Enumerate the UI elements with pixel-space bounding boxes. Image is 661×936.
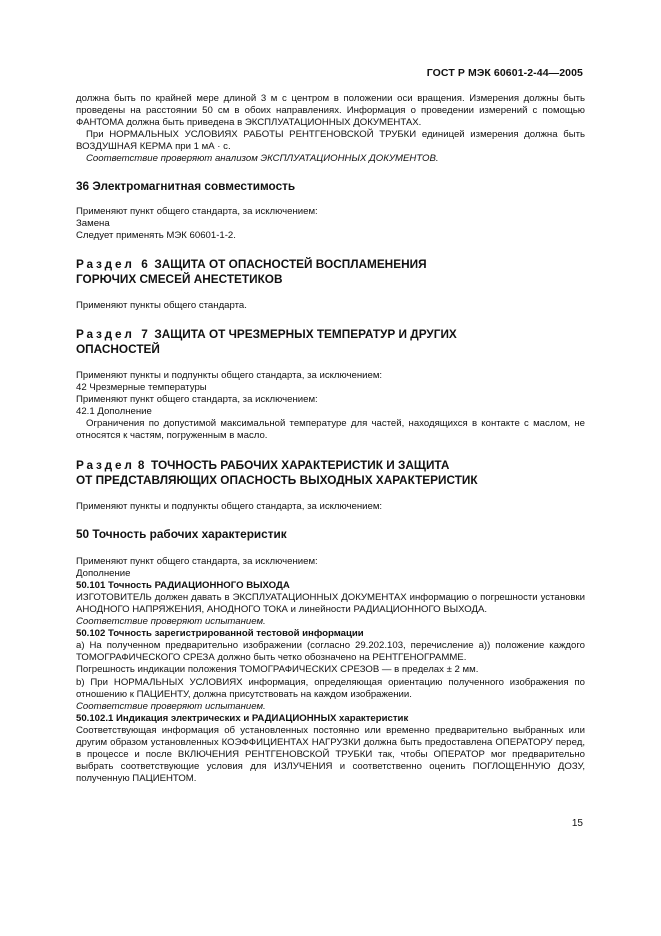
section-label: Раздел bbox=[76, 326, 135, 341]
section-title: ТОЧНОСТЬ РАБОЧИХ ХАРАКТЕРИСТИК И ЗАЩИТА bbox=[151, 457, 450, 472]
section-title-continued: ГОРЮЧИХ СМЕСЕЙ АНЕСТЕТИКОВ bbox=[76, 271, 283, 286]
compliance-note: Соответствие проверяют анализом ЭКСПЛУАТАЦИОННЫХ ДОКУМЕНТОВ. bbox=[86, 153, 439, 165]
paragraph: Применяют пункт общего стандарта, за исключением: bbox=[76, 394, 318, 406]
paragraph: Применяют пункт общего стандарта, за исключением: bbox=[76, 555, 318, 567]
section-title: ЗАЩИТА ОТ ЧРЕЗМЕРНЫХ ТЕМПЕРАТУР И ДРУГИХ bbox=[154, 326, 457, 341]
page-content bbox=[76, 93, 585, 785]
clause-heading-50: 50 Точность рабочих характеристик bbox=[76, 526, 287, 541]
section-heading-7 bbox=[76, 327, 585, 357]
page-number: 15 bbox=[571, 818, 583, 829]
paragraph: Следует применять МЭК 60601-1-2. bbox=[76, 229, 236, 241]
section-heading-6 bbox=[76, 257, 585, 287]
section-label: Раздел bbox=[76, 256, 135, 271]
paragraph: b) При НОРМАЛЬНЫХ УСЛОВИЯХ информация, определяющая ориентацию полученного изображения по отношению к ПАЦИЕНТУ, должна присутствовать на каждом изображении. bbox=[76, 676, 585, 700]
doc-code-header: ГОСТ Р МЭК 60601-2-44—2005 bbox=[426, 67, 583, 79]
paragraph: 42.1 Дополнение bbox=[76, 406, 152, 418]
clause-heading-36: 36 Электромагнитная совместимость bbox=[76, 178, 296, 193]
paragraph: Ограничения по допустимой максимальной температуре для частей, находящихся в контакте с маслом, не относятся к частям, погруженным в масло. bbox=[76, 418, 585, 442]
paragraph: Соответствующая информация об установленных постоянно или временно предварительно выбранных или другим образом установленных КОЭФФИЦИЕНТАХ НАГРУЗКИ должна быть предоставлена ОПЕРАТОРУ перед, в процессе и после ВКЛЮЧЕНИЯ РЕНТГЕНОВСКОЙ ТРУБКИ так, чтобы ОПЕРАТОР мог предварительно выбрать соответствующие условия для ИЗЛУЧЕНИЯ и соответственно оценить ПОГЛОЩЕННУЮ ДОЗУ, полученную ПАЦИЕНТОМ. bbox=[76, 724, 585, 785]
paragraph: ИЗГОТОВИТЕЛЬ должен давать в ЭКСПЛУАТАЦИОННЫХ ДОКУМЕНТАХ информацию о погрешности установки АНОДНОГО НАПРЯЖЕНИЯ, АНОДНОГО ТОКА и линейности РАДИАЦИОННОГО ВЫХОДА. bbox=[76, 591, 585, 615]
section-number: 6 bbox=[141, 256, 148, 271]
section-number: 8 bbox=[137, 457, 145, 472]
section-heading-8 bbox=[76, 458, 585, 488]
paragraph: Погрешность индикации положения ТОМОГРАФИЧЕСКИХ СРЕЗОВ — в пределах ± 2 мм. bbox=[76, 664, 479, 676]
compliance-note: Соответствие проверяют испытанием. bbox=[76, 616, 266, 628]
paragraph: 42 Чрезмерные температуры bbox=[76, 382, 207, 394]
paragraph: должна быть по крайней мере длиной 3 м с центром в положении оси вращения. Измерения должны быть проведены на расстоянии 50 см в обоих направлениях. Информация о проведении измерений с помощью ФАНТОМА должна быть приведена в ЭКСПЛУАТАЦИОННЫХ ДОКУМЕНТАХ. bbox=[76, 93, 585, 129]
paragraph: Применяют пункты и подпункты общего стандарта, за исключением: bbox=[76, 500, 383, 512]
section-title: ЗАЩИТА ОТ ОПАСНОСТЕЙ ВОСПЛАМЕНЕНИЯ bbox=[154, 256, 427, 271]
paragraph: Применяют пункты общего стандарта. bbox=[76, 299, 247, 311]
subclause-heading-50-102: 50.102 Точность зарегистрированной тестовой информации bbox=[76, 628, 364, 640]
paragraph: Применяют пункты и подпункты общего стандарта, за исключением: bbox=[76, 369, 383, 381]
subclause-heading-50-101: 50.101 Точность РАДИАЦИОННОГО ВЫХОДА bbox=[76, 579, 290, 591]
paragraph: Замена bbox=[76, 217, 110, 229]
subclause-heading-50-102-1: 50.102.1 Индикация электрических и РАДИАЦИОННЫХ характеристик bbox=[76, 712, 409, 724]
paragraph: Применяют пункт общего стандарта, за исключением: bbox=[76, 205, 318, 217]
section-label: Раздел bbox=[76, 457, 135, 472]
paragraph: Дополнение bbox=[76, 567, 131, 579]
section-title-continued: ОПАСНОСТЕЙ bbox=[76, 341, 160, 356]
compliance-note: Соответствие проверяют испытанием. bbox=[76, 700, 266, 712]
section-number: 7 bbox=[141, 326, 148, 341]
paragraph: a) На полученном предварительно изображении (согласно 29.202.103, перечисление а)) положение каждого ТОМОГРАФИЧЕСКОГО СРЕЗА должно быть четко обозначено на РЕНТГЕНОГРАММЕ. bbox=[76, 640, 585, 664]
paragraph: При НОРМАЛЬНЫХ УСЛОВИЯХ РАБОТЫ РЕНТГЕНОВСКОЙ ТРУБКИ единицей измерения должна быть ВОЗДУШНАЯ КЕРМА при 1 мА · с. bbox=[76, 129, 585, 153]
section-title-continued: ОТ ПРЕДСТАВЛЯЮЩИХ ОПАСНОСТЬ ВЫХОДНЫХ ХАРАКТЕРИСТИК bbox=[76, 472, 478, 487]
